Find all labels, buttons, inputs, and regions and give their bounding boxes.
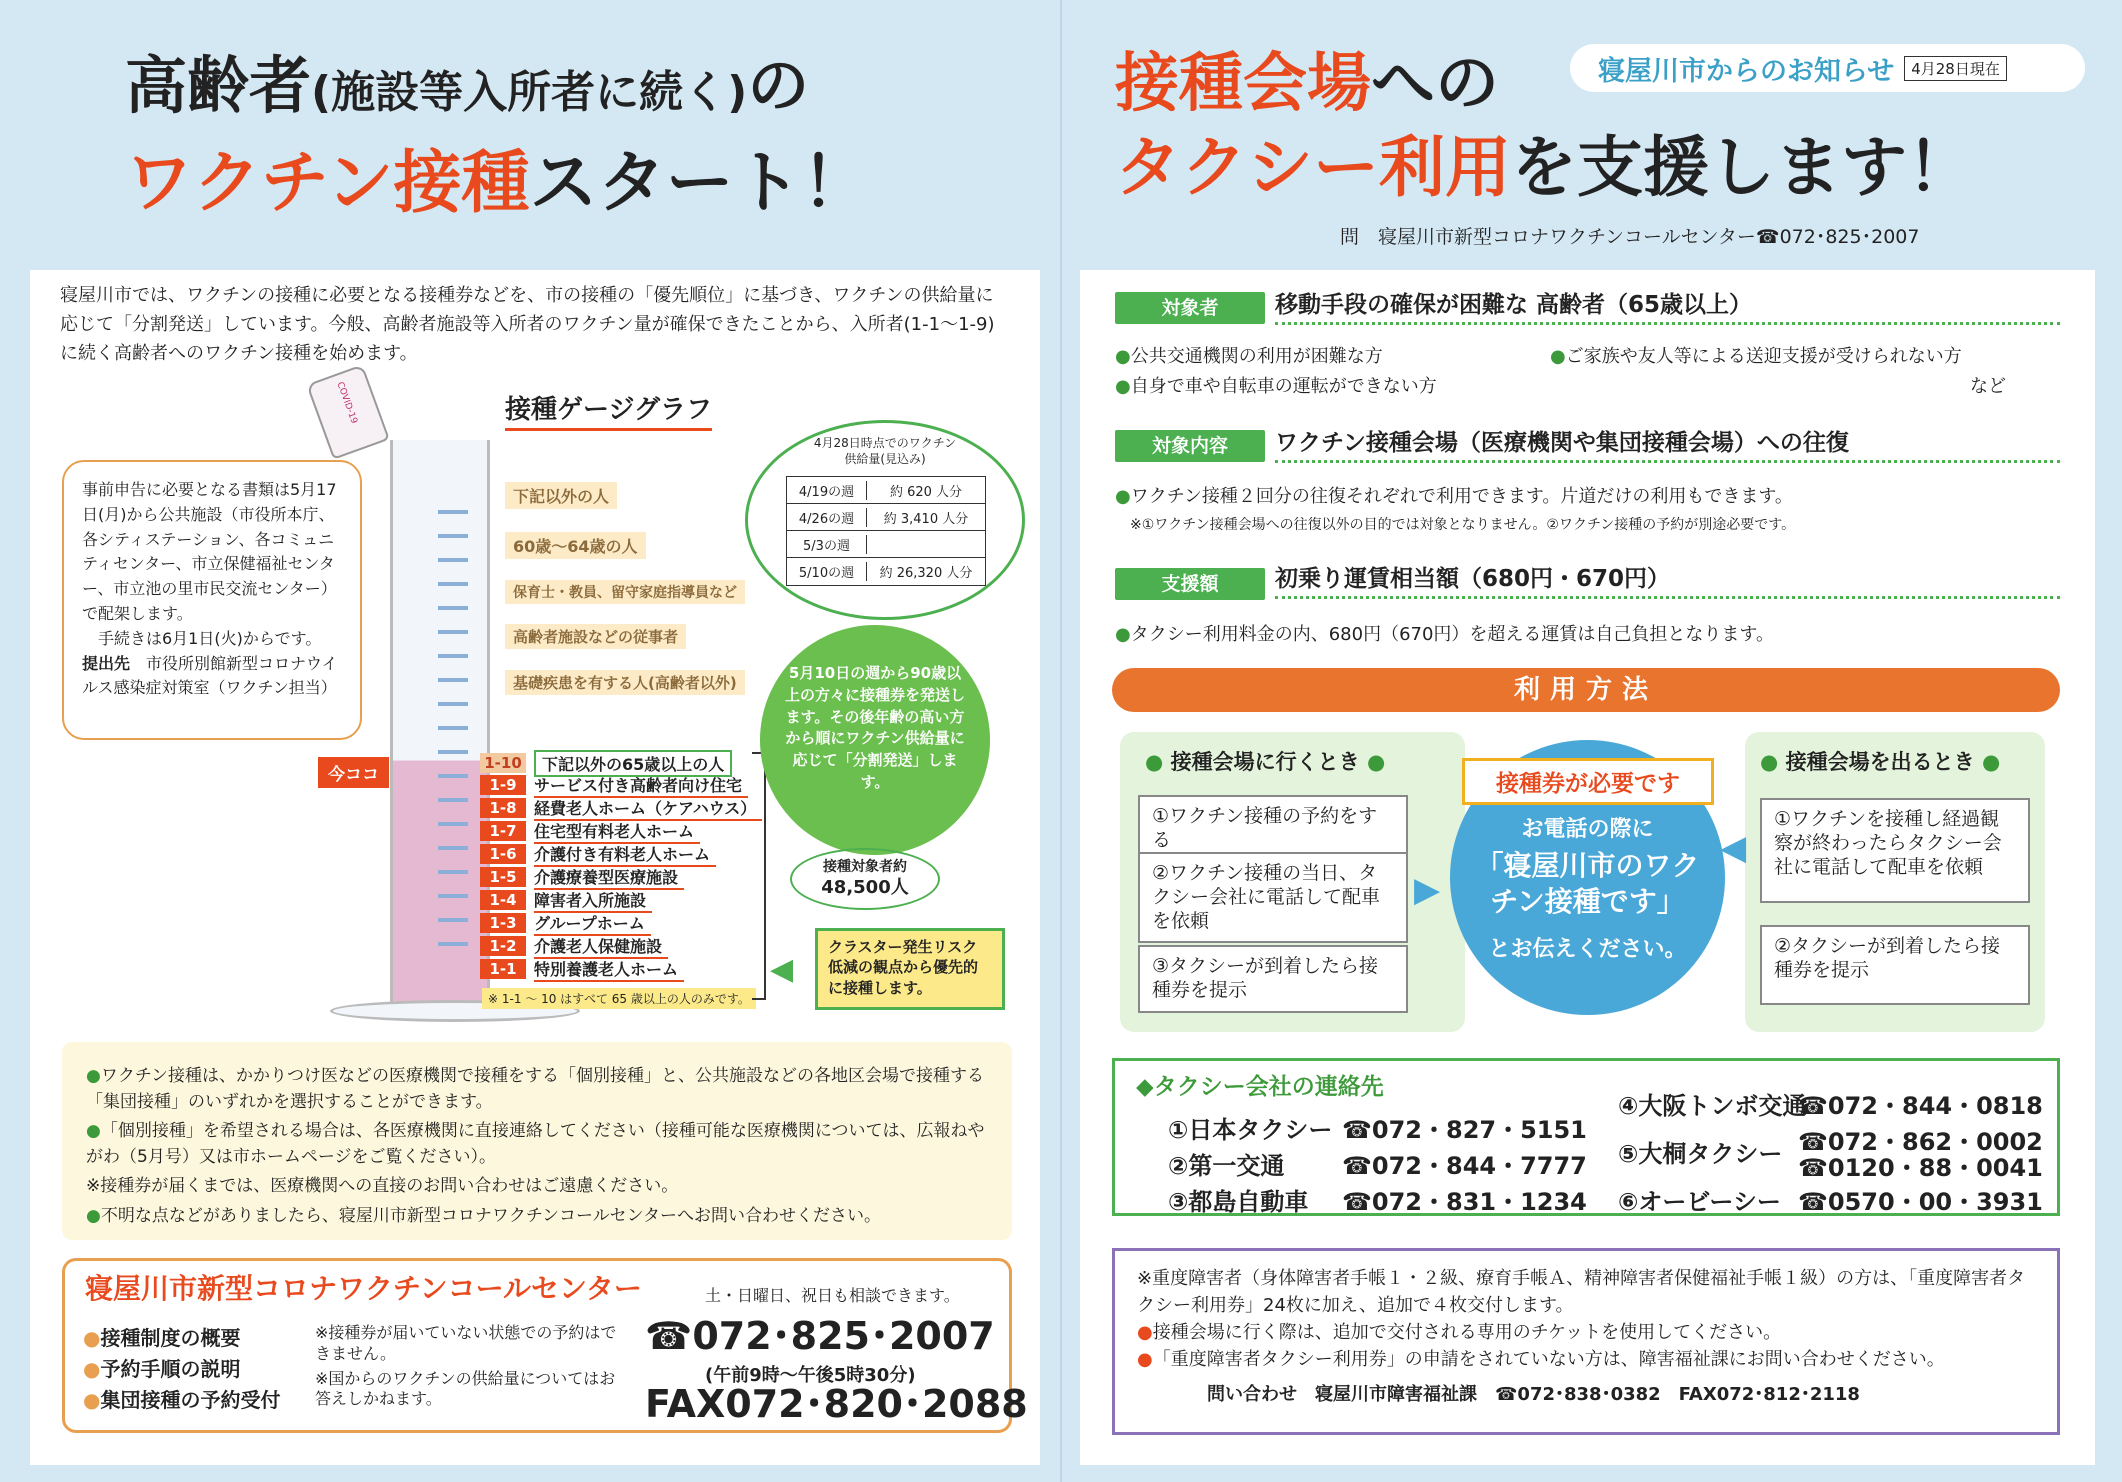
center-tag: 接種券が必要です [1462,758,1714,805]
taxi-phone: ☎072・844・7777 [1342,1152,1587,1180]
priority-num: 1-4 [480,890,526,910]
priority-label: 経費老人ホーム（ケアハウス） [534,796,762,821]
target-bullet-text: ご家族や友人等による送迎支援が受けられない方 [1565,346,1962,367]
taxi-name: ①日本タクシー [1168,1116,1333,1144]
disability-bullet: ●「重度障害者タクシー利用券」の申請をされていない方は、障害福祉課にお問い合わせください。 [1137,1349,1945,1370]
supply-row [787,531,985,558]
taxi-company [1618,1086,1806,1121]
target-count [790,848,940,910]
gauge-ticks [438,510,468,960]
priority-row [480,866,684,888]
target-bullet: ●自身で車や自転車の運転ができない方 [1115,376,1437,397]
call-center-box [62,1258,1028,1433]
call-item: ●接種制度の概要 [83,1326,241,1350]
go-title: ● 接種会場に行くとき ● [1145,750,1386,774]
priority-num: 1-5 [480,867,526,887]
taxi-title: ◆タクシー会社の連絡先 [1136,1074,1384,1100]
notice-text: 事前申告に必要となる書類は5月17日(月)から公共施設（市役所本庁、各シティステーション、各コミュニティセンター、市立保健福祉センター、市立池の里市民交流センター）で配架します。 [82,480,337,623]
supply-row [787,558,985,585]
right-contact-line: 問 寝屋川市新型コロナワクチンコールセンター☎072･825･2007 [1340,226,1920,248]
title-part: を支援します！ [1511,129,1973,206]
priority-num: 1-1 [480,959,526,979]
info-bullet-text: ※接種券が届くまでは、医療機関への直接のお問い合わせはご遠慮ください。 [86,1176,679,1196]
priority-row [480,935,668,957]
target-label: 対象者 [1115,292,1265,324]
taxi-phone: ☎0120・88・0041 [1798,1154,2043,1182]
priority-row [480,752,732,774]
priority-num: 1-2 [480,936,526,956]
title-part: ワクチン接種 [125,144,530,223]
title-part: スタート！ [529,144,870,223]
amount-heading: 初乗り運賃相当額（680円・670円） [1275,566,2060,599]
target-heading: 移動手段の確保が困難な 高齢者（65歳以上） [1275,292,2060,325]
gauge-title: 接種ゲージグラフ [505,396,712,431]
priority-row [480,797,762,819]
call-center-fax: FAX072･820･2088 [645,1382,1028,1426]
supply-amount: 約 26,320 人分 [879,566,973,581]
taxi-company [1618,1134,1782,1169]
bracket [752,752,766,1000]
center-line1: お電話の際に [1521,817,1654,842]
target-bullet: ●ご家族や友人等による送迎支援が受けられない方 [1550,346,1962,367]
call-item-text: 接種制度の概要 [100,1326,241,1350]
upper-tag: 基礎疾患を有する人(高齢者以外) [505,670,745,695]
info-bullet: ●「個別接種」を希望される場合は、各医療機関に直接連絡してください（接種可能な医療機関については、広報ねやがわ（5月号）又は市ホームページをご覧ください）。 [86,1121,985,1167]
upper-tag: 高齢者施設などの従事者 [505,624,686,649]
taxi-phone: ☎072・844・0818 [1798,1092,2043,1120]
disability-box [1112,1248,2060,1435]
taxi-phone: ☎072・862・0002 [1798,1128,2043,1156]
target-bullet-text: 自身で車や自転車の運転ができない方 [1130,376,1437,397]
priority-num: 1-6 [480,844,526,864]
priority-label: 障害者入所施設 [534,888,652,913]
upper-tag: 下記以外の人 [505,482,617,509]
left-header [0,0,1060,270]
leave-step: ②タクシーが到着したら接種券を提示 [1760,925,2030,1005]
priority-label: 下記以外の65歳以上の人 [534,750,732,777]
priority-row [480,958,684,980]
info-bullet: ●ワクチン接種は、かかりつけ医などの医療機関で接種をする「個別接種」と、公共施設などの各地区会場で接種する「集団接種」のいずれかを選択することができます。 [86,1066,984,1112]
taxi-name: ③都島自動車 [1168,1188,1309,1216]
left-title-line2 [125,145,870,223]
green-info-circle: 5月10日の週から90歳以上の方々に接種券を発送します。その後年齢の高い方から順にワクチン供給量に応じて「分割発送」します。 [760,625,990,855]
upper-tag: 保育士・教員、留守家庭指導員など [505,580,745,604]
leave-step: ①ワクチンを接種し経過観察が終わったらタクシー会社に電話して配車を依頼 [1760,798,2030,903]
arrow-right-icon: ▶ [1414,870,1441,910]
title-part: (施設等入所者に続く) [311,67,748,118]
supply-week: 5/10の週 [787,562,867,581]
taxi-company [1168,1110,1332,1145]
content-text-value: ワクチン接種２回分の往復それぞれで利用できます。片道だけの利用もできます。 [1130,486,1793,507]
disability-bullet-text: 「重度障害者タクシー利用券」の申請をされていない方は、障害福祉課にお問い合わせください。 [1152,1349,1945,1370]
title-part: 接種会場 [1115,47,1371,121]
target-count-value: 48,500人 [821,877,909,899]
taxi-tel [1342,1146,1587,1181]
call-item-text: 集団接種の予約受付 [100,1388,281,1412]
priority-label: 介護付き有料老人ホーム [534,842,716,867]
taxi-company [1618,1182,1781,1217]
taxi-name: ⑥オービーシー [1618,1188,1781,1216]
priority-num: 1-7 [480,821,526,841]
disability-contact: 問い合わせ 寝屋川市障害福祉課 ☎072･838･0382 FAX072･812･2118 [1207,1384,1860,1405]
call-center-items [83,1323,280,1416]
intro-text: 寝屋川市では、ワクチンの接種に必要となる接種券などを、市の接種の「優先順位」に基づき、ワクチンの供給量に応じて「分割発送」しています。今般、高齢者施設等入所者のワクチン量が確保できたことから、入所者(1-1～1-9)に続く高齢者へのワクチン接種を始めます。 [60,285,995,364]
content-heading: ワクチン接種会場（医療機関や集団接種会場）への往復 [1275,430,2060,463]
content-text: ●ワクチン接種２回分の往復それぞれで利用できます。片道だけの利用もできます。 [1115,486,1793,507]
upper-tag: 60歳～64歳の人 [505,532,646,559]
supply-caption: 4月28日時点でのワクチン供給量(見込み) [813,436,957,466]
call-note: ※接種券が届いていない状態での予約はできません。 [315,1323,617,1363]
supply-week: 4/19の週 [787,481,867,500]
right-title-line2 [1115,130,1973,206]
priority-num: 1-9 [480,775,526,795]
taxi-phone: ☎072・827・5151 [1342,1116,1587,1144]
call-center-hours: (午前9時～午後5時30分) [705,1365,916,1386]
priority-label: 介護老人保健施設 [534,934,668,959]
priority-label: 住宅型有料老人ホーム [534,819,700,844]
supply-row [787,477,985,504]
amount-label: 支援額 [1115,568,1265,600]
notice-dest [82,652,342,702]
arrow-left-icon: ◀ [1720,828,1747,868]
gauge-note: ※ 1-1 ～ 10 はすべて 65 歳以上の人のみです。 [482,988,756,1009]
priority-row [480,843,716,865]
target-count-label: 接種対象者約 [823,859,907,875]
dest-value: 市役所別館新型コロナウイルス感染症対策室（ワクチン担当） [82,653,338,698]
page-divider [1060,0,1062,1482]
leave-title-text: 接種会場を出るとき [1785,750,1975,774]
notice-start: 手続きは6月1日(火)からです。 [98,628,322,648]
arrow-left-icon: ◀ [770,952,794,987]
taxi-name: ⑤大桐タクシー [1618,1140,1783,1168]
supply-week: 4/26の週 [787,508,867,527]
supply-amount: 約 3,410 人分 [883,511,969,527]
info-bullet: ●不明な点などがありましたら、寝屋川市新型コロナワクチンコールセンターへお問い合わせください。 [86,1205,881,1226]
taxi-tel [1342,1110,1587,1145]
info-bullet-text: 不明な点などがありましたら、寝屋川市新型コロナワクチンコールセンターへお問い合わせください。 [100,1205,881,1226]
priority-num: 1-3 [480,913,526,933]
target-etc: など [1970,376,2006,397]
go-step: ①ワクチン接種の予約をする [1138,795,1408,863]
taxi-phone: ☎0570・00・3931 [1798,1188,2043,1216]
title-part: の [747,49,810,122]
priority-row [480,774,748,796]
call-center-title: 寝屋川市新型コロナワクチンコールセンター [85,1272,642,1305]
taxi-phone: ☎072・831・1234 [1342,1188,1587,1216]
go-step: ③タクシーが到着したら接種券を提示 [1138,945,1408,1013]
supply-row [787,504,985,531]
taxi-tel [1342,1182,1587,1217]
now-marker: 今ココ [318,757,389,788]
priority-label: グループホーム [534,911,651,936]
call-note: ※国からのワクチンの供給量についてはお答えしかねます。 [315,1368,616,1409]
title-part: への [1371,47,1499,121]
priority-num: 1-10 [480,753,526,773]
call-center-notes [315,1323,625,1410]
dest-label: 提出先 [82,653,131,673]
leave-title: ● 接種会場を出るとき ● [1760,750,2001,774]
call-item-text: 予約手順の説明 [100,1357,241,1381]
title-part: 高齢者 [125,49,312,122]
notice-box [62,460,362,740]
priority-row [480,912,651,934]
center-line2: とお伝えください。 [1488,937,1687,962]
supply-table [786,476,986,586]
priority-num: 1-8 [480,798,526,818]
taxi-company [1168,1146,1284,1181]
call-item: ●集団接種の予約受付 [83,1388,281,1412]
priority-row [480,820,700,842]
supply-amount: 約 620 人分 [889,484,963,500]
disability-text: ※重度障害者（身体障害者手帳１・２級、療育手帳Ａ、精神障害者保健福祉手帳１級）の方は、「重度障害者タクシー利用券」24枚に加え、追加で４枚交付します。 [1137,1268,2026,1316]
call-item: ●予約手順の説明 [83,1357,241,1381]
usage-banner: 利用方法 [1112,668,2060,712]
content-note: ※①ワクチン接種会場への往復以外の目的では対象となりません。②ワクチン接種の予約が別途必要です。 [1130,517,1796,533]
oshirase-date: 4月28日現在 [1904,56,2007,81]
disability-bullet: ●接種会場に行く際は、追加で交付される専用のチケットを使用してください。 [1137,1322,1782,1343]
vial-label: COVID-19 [334,380,359,426]
priority-label: 介護療養型医療施設 [534,865,684,890]
target-bullet: ●公共交通機関の利用が困難な方 [1115,346,1383,367]
info-bullet-text: ワクチン接種は、かかりつけ医などの医療機関で接種をする「個別接種」と、公共施設などの各地区会場で接種する「集団接種」のいずれかを選択することができます。 [86,1066,984,1112]
info-bullet [86,1174,988,1200]
go-step: ②ワクチン接種の当日、タクシー会社に電話して配車を依頼 [1138,852,1408,943]
taxi-name: ②第一交通 [1168,1152,1285,1180]
priority-row [480,889,652,911]
right-title-line1 [1115,48,1499,122]
call-center-weekend: 土・日曜日、祝日も相談できます。 [705,1286,960,1305]
info-box [62,1042,1012,1240]
call-center-tel: ☎072･825･2007 [645,1314,995,1358]
target-bullet-text: 公共交通機関の利用が困難な方 [1130,346,1383,367]
taxi-tel [1798,1086,2043,1121]
priority-label: サービス付き高齢者向け住宅 [534,773,748,798]
disability-bullet-text: 接種会場に行く際は、追加で交付される専用のチケットを使用してください。 [1152,1322,1782,1343]
info-bullet-text: 「個別接種」を希望される場合は、各医療機関に直接連絡してください（接種可能な医療機関については、広報ねやがわ（5月号）又は市ホームページをご覧ください）。 [86,1121,985,1167]
taxi-name: ④大阪トンボ交通 [1618,1092,1807,1120]
go-title-text: 接種会場に行くとき [1170,750,1360,774]
content-label: 対象内容 [1115,430,1265,462]
priority-label: 特別養護老人ホーム [534,957,684,982]
left-title-line1 [125,50,809,121]
amount-text: ●タクシー利用料金の内、680円（670円）を超える運賃は自己負担となります。 [1115,624,1774,645]
supply-week: 5/3の週 [787,535,867,554]
taxi-tel [1798,1148,2043,1183]
oshirase-text: 寝屋川市からのお知らせ [1598,55,1895,87]
cluster-box: クラスター発生リスク低減の観点から優先的に接種します。 [815,928,1005,1010]
center-big: 「寝屋川市のワクチン接種です」 [1475,849,1700,919]
taxi-company [1168,1182,1308,1217]
amount-text-value: タクシー利用料金の内、680円（670円）を超える運賃は自己負担となります。 [1130,624,1774,645]
taxi-tel [1798,1182,2043,1217]
title-part: タクシー利用 [1115,129,1511,206]
oshirase-banner [1570,44,2085,92]
